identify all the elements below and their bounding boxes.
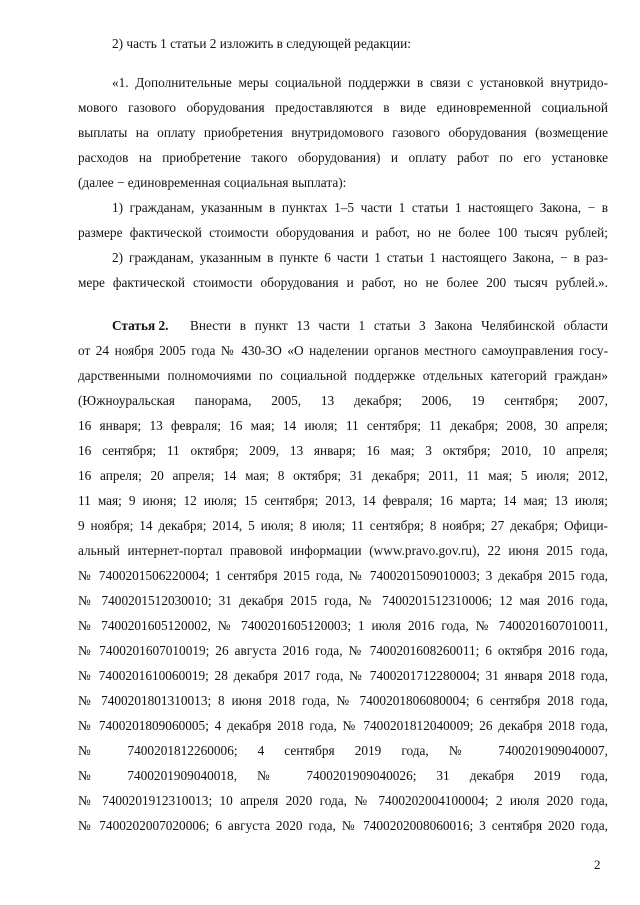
- article-line: № 7400202007020006; 6 августа 2020 года, № 7400202008060016; 3 сентября 2020 года,: [78, 818, 608, 833]
- article-line: № 7400201809060005; 4 декабря 2018 года, № 7400201812040009; 26 декабря 2018 года,: [78, 718, 608, 733]
- page-number: 2: [594, 857, 601, 872]
- article-line: 9 ноября; 14 декабря; 2014, 5 июля; 8 июля; 11 сентября; 8 ноября; 27 декабря; Офици-: [78, 518, 608, 533]
- article-line: № 7400201909040018, № 7400201909040026; 31 декабря 2019 года,: [78, 768, 608, 783]
- list-item-2-line: мере фактической стоимости оборудования и работ, но не более 200 тысяч рублей.».: [78, 275, 608, 290]
- amendment-intro: 2) часть 1 статьи 2 изложить в следующей редакции:: [112, 36, 411, 51]
- article-heading: Статья 2.: [112, 318, 169, 333]
- article-line: дарственными полномочиями по социальной поддержке отдельных категорий граждан»: [78, 368, 608, 383]
- article-line: 16 апреля; 20 апреля; 14 мая; 8 октября; 31 декабря; 2011, 11 мая; 5 июля; 2012,: [78, 468, 608, 483]
- article-line: № 7400201607010019; 26 августа 2016 года, № 7400201608260011; 6 октября 2016 года,: [78, 643, 608, 658]
- article-line: № 7400201506220004; 1 сентября 2015 года, № 7400201509010003; 3 декабря 2015 года,: [78, 568, 608, 583]
- article-line: № 7400201605120002, № 7400201605120003; 1 июля 2016 года, № 7400201607010011,: [78, 618, 608, 633]
- paragraph-line: выплаты на оплату приобретения внутридомового газового оборудования (возмещение: [78, 125, 608, 140]
- article-line: № 7400201610060019; 28 декабря 2017 года, № 7400201712280004; 31 января 2018 года,: [78, 668, 608, 683]
- article-line: 16 января; 13 февраля; 16 мая; 14 июля; 11 сентября; 11 декабря; 2008, 30 апреля;: [78, 418, 608, 433]
- paragraph-line: мового газового оборудования предоставляются в виде единовременной социальной: [78, 100, 608, 115]
- article-line: № 7400201801310013; 8 июня 2018 года, № 7400201806080004; 6 сентября 2018 года,: [78, 693, 608, 708]
- article-line: № 7400201912310013; 10 апреля 2020 года, № 7400202004100004; 2 июля 2020 года,: [78, 793, 608, 808]
- list-item-1-line: 1) гражданам, указанным в пунктах 1–5 части 1 статьи 1 настоящего Закона, − в: [112, 200, 608, 215]
- article-line: 16 сентября; 11 октября; 2009, 13 января; 16 мая; 3 октября; 2010, 10 апреля;: [78, 443, 608, 458]
- article-line: 11 мая; 9 июня; 12 июля; 15 сентября; 2013, 14 февраля; 16 марта; 14 мая; 13 июля;: [78, 493, 608, 508]
- article-line: от 24 ноября 2005 года № 430-ЗО «О наделении органов местного самоуправления госу-: [78, 343, 608, 358]
- article-first-line: Внести в пункт 13 части 1 статьи 3 Закона Челябинской области: [190, 318, 608, 333]
- article-line: № 7400201812260006; 4 сентября 2019 года, № 7400201909040007,: [78, 743, 608, 758]
- paragraph-line: «1. Дополнительные меры социальной поддержки в связи с установкой внутридо-: [112, 75, 608, 90]
- list-item-2-line: 2) гражданам, указанным в пункте 6 части 1 статьи 1 настоящего Закона, − в раз-: [112, 250, 608, 265]
- article-line: альный интернет-портал правовой информации (www.pravo.gov.ru), 22 июня 2015 года,: [78, 543, 608, 558]
- article-line: № 7400201512030010; 31 декабря 2015 года, № 7400201512310006; 12 мая 2016 года,: [78, 593, 608, 608]
- list-item-1-line: размере фактической стоимости оборудования и работ, но не более 100 тысяч рублей;: [78, 225, 608, 240]
- paragraph-line: (далее − единовременная социальная выплата):: [78, 175, 347, 190]
- paragraph-line: расходов на приобретение такого оборудования) и оплату работ по его установке: [78, 150, 608, 165]
- article-line: (Южноуральская панорама, 2005, 13 декабря; 2006, 19 сентября; 2007,: [78, 393, 608, 408]
